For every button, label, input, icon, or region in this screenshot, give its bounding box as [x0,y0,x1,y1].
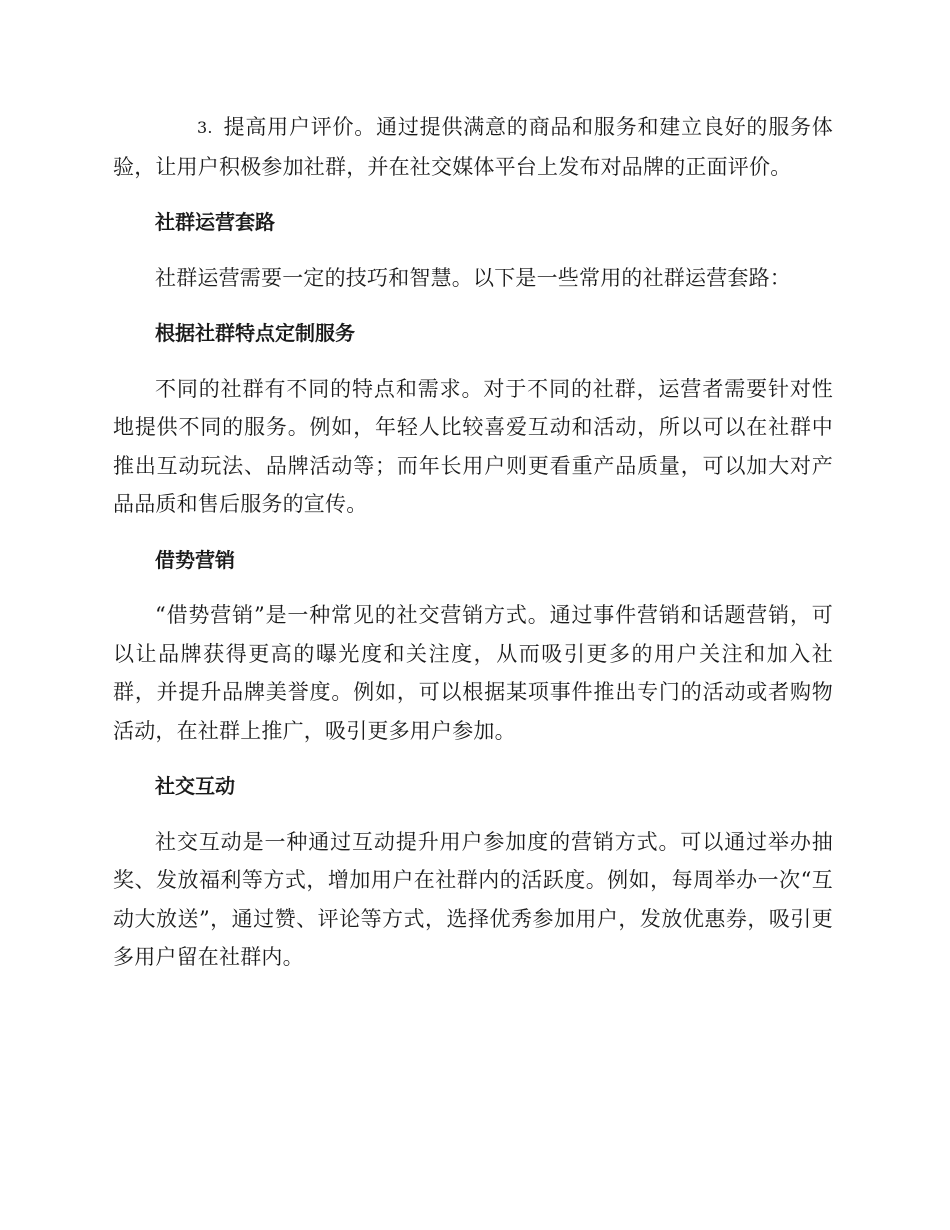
document-page [113,108,833,994]
section-heading-custom-service: 根据社群特点定制服务 [155,321,355,345]
list-item-text: 提高用户评价。通过提供满意的商品和服务和建立良好的服务体验，让用户积极参加社群，并在社交媒体平台上发布对品牌的正面评价。 [113,115,833,179]
list-item-3 [113,108,833,186]
paragraph-momentum-marketing: “借势营销”是一种常见的社交营销方式。通过事件营销和话题营销，可以让品牌获得更高的曝光度和关注度，从而吸引更多的用户关注和加入社群，并提升品牌美誉度。例如，可以根据某项事件推出专门的活动或者购物活动，在社群上推广，吸引更多用户参加。 [113,603,833,743]
section-heading-social-interaction: 社交互动 [155,774,235,798]
paragraph-custom-service: 不同的社群有不同的特点和需求。对于不同的社群，运营者需要针对性地提供不同的服务。例如，年轻人比较喜爱互动和活动，所以可以在社群中推出互动玩法、品牌活动等；而年长用户则更看重产品质量，可以加大对产品品质和售后服务的宣传。 [113,376,833,516]
section-heading-routine: 社群运营套路 [155,210,275,234]
section-heading-momentum-marketing: 借势营销 [155,547,235,572]
paragraph-routine-intro: 社群运营需要一定的技巧和智慧。以下是一些常用的社群运营套路： [155,265,791,290]
paragraph-social-interaction: 社交互动是一种通过互动提升用户参加度的营销方式。可以通过举办抽奖、发放福利等方式，增加用户在社群内的活跃度。例如，每周举办一次“互动大放送”，通过赞、评论等方式，选择优秀参加用户，发放优惠券，吸引更多用户留在社群内。 [113,829,833,969]
list-number: 3. [197,118,213,137]
